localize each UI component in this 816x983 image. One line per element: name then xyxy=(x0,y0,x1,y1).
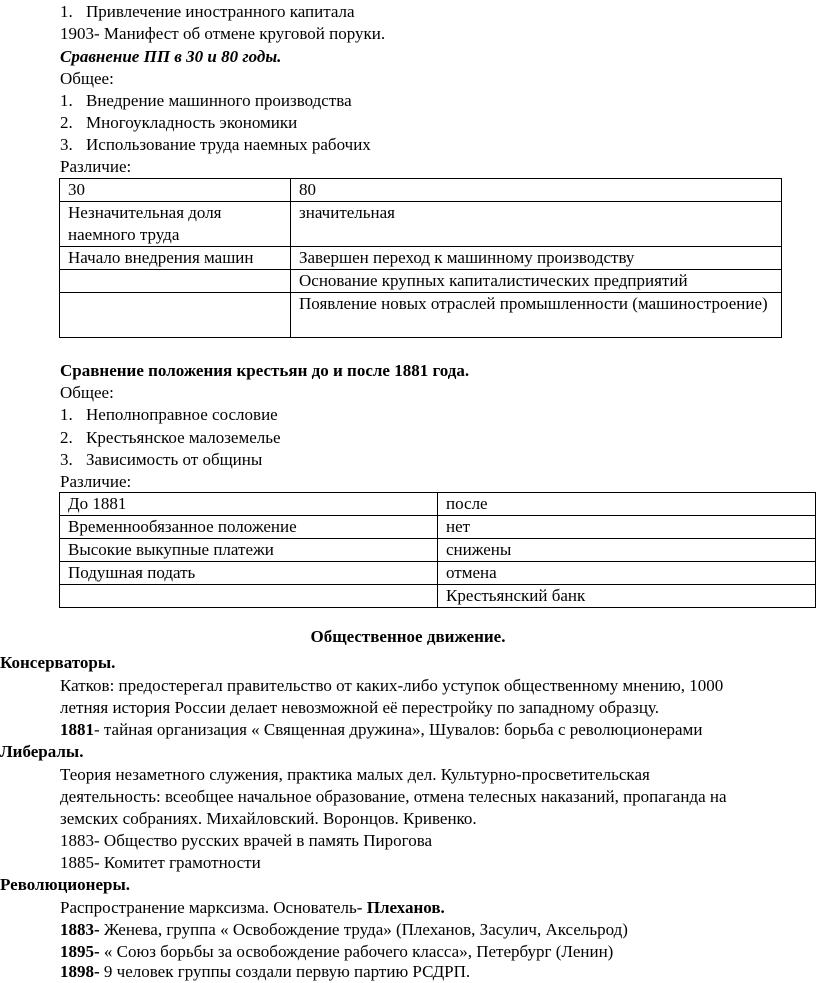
revolutionaries-label: Революционеры. xyxy=(0,875,130,894)
table-cell: значительная xyxy=(291,202,782,247)
event-year: 1883- xyxy=(60,920,100,939)
table-cell: Подушная подать xyxy=(60,562,438,585)
comparison-table xyxy=(59,178,782,338)
founder-name: Плеханов. xyxy=(366,898,445,917)
table-row xyxy=(60,293,782,338)
table-row xyxy=(60,202,782,247)
list-item xyxy=(60,449,262,471)
event-text: 9 человек группы создали первую партию РСДРП. xyxy=(99,962,471,981)
table-cell: Появление новых отраслей промышленности (машиностроение) xyxy=(291,293,782,338)
table-cell: Крестьянский банк xyxy=(438,585,816,608)
manifest-line: 1903- Манифест об отмене круговой поруки. xyxy=(60,24,386,43)
common-label: Общее: xyxy=(60,383,114,402)
list-number: 1. xyxy=(60,2,73,21)
table-cell: 30 xyxy=(60,179,291,202)
table-row xyxy=(60,585,816,608)
table-cell xyxy=(60,270,291,293)
table-cell: Временнообязанное положение xyxy=(60,516,438,539)
table-cell: после xyxy=(438,493,816,516)
list-item xyxy=(60,1,355,23)
list-number: 1. xyxy=(60,405,73,424)
list-text: Привлечение иностранного капитала xyxy=(86,2,355,21)
paragraph-line: Катков: предостерегал правительство от каких-либо уступок общественному мнению, 1000 xyxy=(60,676,724,695)
common-label: Общее: xyxy=(60,69,114,88)
list-text: Многоукладность экономики xyxy=(86,113,298,132)
event-text: - тайная организация « Священная дружина», Шувалов: борьба с революционерами xyxy=(94,720,703,739)
table-row xyxy=(60,247,782,270)
list-number: 3. xyxy=(60,450,73,469)
table-row xyxy=(60,562,816,585)
event-year: 1881 xyxy=(60,720,94,739)
list-number: 2. xyxy=(60,428,73,447)
list-item xyxy=(60,427,281,449)
social-movement-title: Общественное движение. xyxy=(310,627,506,646)
paragraph-text: Распространение марксизма. Основатель- xyxy=(60,898,367,917)
difference-label: Различие: xyxy=(60,472,132,491)
table-cell: Начало внедрения машин xyxy=(60,247,291,270)
list-item xyxy=(60,90,352,112)
paragraph-line xyxy=(60,897,445,919)
list-item xyxy=(60,134,371,156)
event-line xyxy=(60,941,613,963)
event-line xyxy=(60,919,628,941)
table-cell: Высокие выкупные платежи xyxy=(60,539,438,562)
table-cell: Незначительная доля наемного труда xyxy=(60,202,291,247)
event-line: 1883- Общество русских врачей в память Пирогова xyxy=(60,831,433,850)
event-year: 1895- xyxy=(60,942,100,961)
paragraph-line: Теория незаметного служения, практика малых дел. Культурно-просветительская xyxy=(60,765,650,784)
table-cell xyxy=(60,293,291,338)
list-text: Зависимость от общины xyxy=(86,450,263,469)
list-number: 2. xyxy=(60,113,73,132)
comparison-table xyxy=(59,492,816,608)
event-line xyxy=(60,719,702,741)
table-cell: 80 xyxy=(291,179,782,202)
table-row xyxy=(60,516,816,539)
table-cell: снижены xyxy=(438,539,816,562)
event-line xyxy=(60,961,470,983)
table-cell: нет xyxy=(438,516,816,539)
list-item xyxy=(60,404,278,426)
liberals-label: Либералы. xyxy=(0,742,84,761)
list-text: Использование труда наемных рабочих xyxy=(86,135,371,154)
table-cell: До 1881 xyxy=(60,493,438,516)
conservatives-label: Консерваторы. xyxy=(0,653,116,672)
paragraph-line: деятельность: всеобщее начальное образование, отмена телесных наказаний, пропаганда на xyxy=(60,787,727,806)
difference-label: Различие: xyxy=(60,157,132,176)
list-item xyxy=(60,112,297,134)
event-line: 1885- Комитет грамотности xyxy=(60,853,261,872)
event-text: « Союз борьбы за освобождение рабочего класса», Петербург (Ленин) xyxy=(99,942,614,961)
table-row xyxy=(60,179,782,202)
table-cell xyxy=(60,585,438,608)
table-row xyxy=(60,539,816,562)
list-number: 3. xyxy=(60,135,73,154)
table-cell: отмена xyxy=(438,562,816,585)
section-heading: Сравнение ПП в 30 и 80 годы. xyxy=(60,47,282,66)
event-year: 1898- xyxy=(60,962,100,981)
event-text: Женева, группа « Освобождение труда» (Плеханов, Засулич, Аксельрод) xyxy=(99,920,628,939)
list-text: Неполноправное сословие xyxy=(86,405,278,424)
table-row xyxy=(60,493,816,516)
list-number: 1. xyxy=(60,91,73,110)
table-cell: Основание крупных капиталистических предприятий xyxy=(291,270,782,293)
table-cell: Завершен переход к машинному производству xyxy=(291,247,782,270)
paragraph-line: земских собраниях. Михайловский. Воронцов. Кривенко. xyxy=(60,809,477,828)
table-row xyxy=(60,270,782,293)
list-text: Крестьянское малоземелье xyxy=(86,428,281,447)
section-heading: Сравнение положения крестьян до и после 1881 года. xyxy=(60,361,470,380)
paragraph-line: летняя история России делает невозможной её перестройку по западному образцу. xyxy=(60,698,659,717)
list-text: Внедрение машинного производства xyxy=(86,91,352,110)
